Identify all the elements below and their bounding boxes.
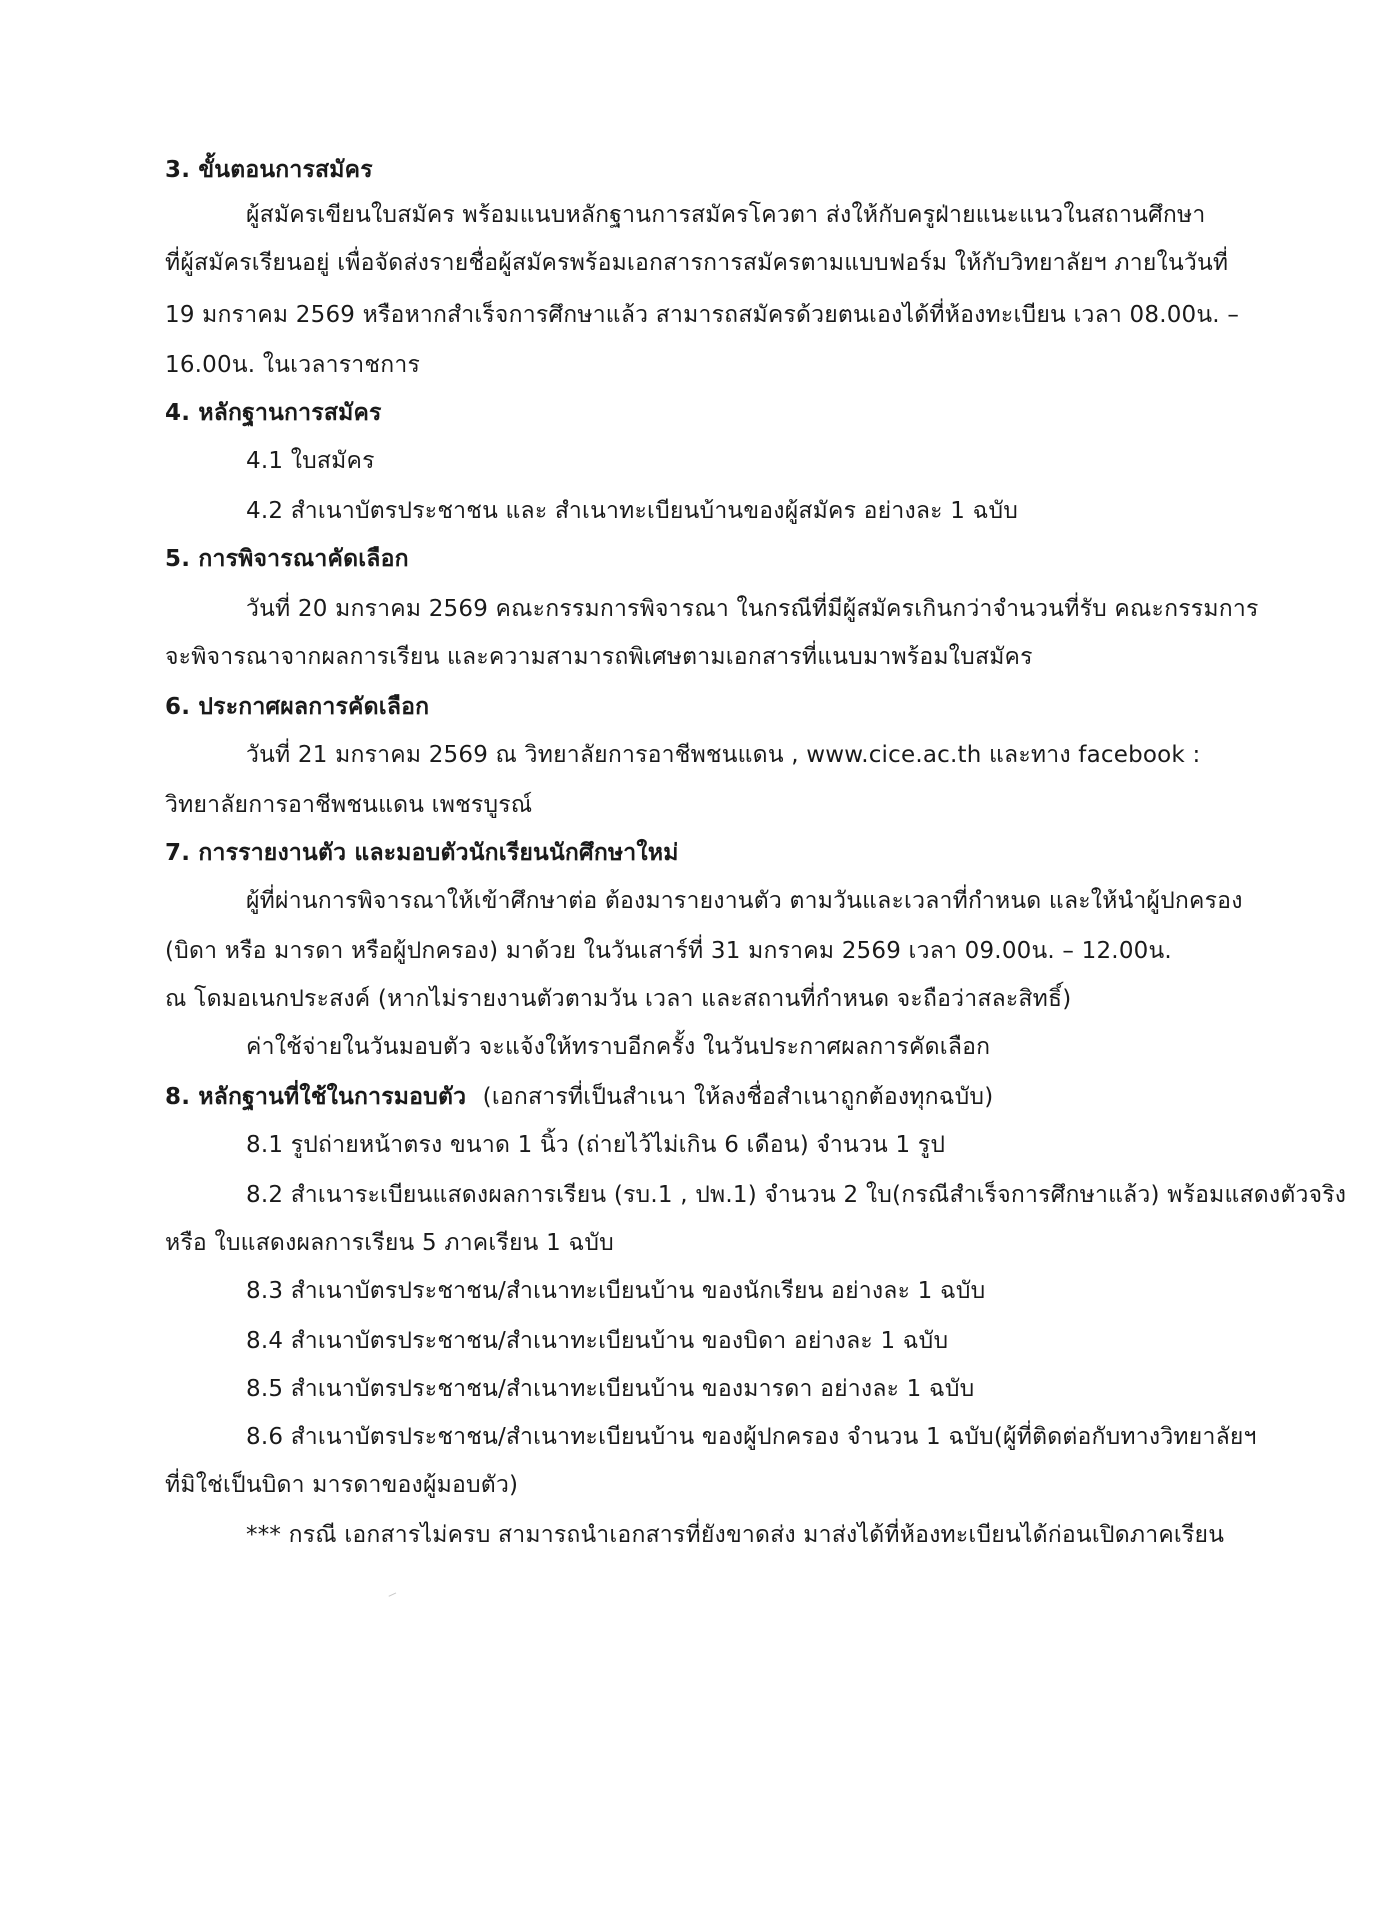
section-3-heading: 3. ขั้นตอนการสมัคร — [165, 157, 373, 183]
section-3-line-4: 16.00น. ในเวลาราชการ — [165, 352, 421, 378]
section-4-heading: 4. หลักฐานการสมัคร — [165, 400, 382, 426]
section-4-item-1: 4.1 ใบสมัคร — [246, 448, 375, 474]
section-3-line-1: ผู้สมัครเขียนใบสมัคร พร้อมแนบหลักฐานการสมัครโควตา ส่งให้กับครูฝ่ายแนะแนวในสถานศึกษา — [246, 202, 1206, 228]
section-3-line-3: 19 มกราคม 2569 หรือหากสำเร็จการศึกษาแล้ว สามารถสมัครด้วยตนเองได้ที่ห้องทะเบียน เวลา 08.00น. – — [165, 302, 1240, 328]
section-8-heading-note: (เอกสารที่เป็นสำเนา ให้ลงชื่อสำเนาถูกต้องทุกฉบับ) — [482, 1084, 994, 1110]
section-8-footnote: *** กรณี เอกสารไม่ครบ สามารถนำเอกสารที่ยังขาดส่ง มาส่งได้ที่ห้องทะเบียนได้ก่อนเปิดภาคเรียน — [246, 1522, 1225, 1548]
section-5-line-1: วันที่ 20 มกราคม 2569 คณะกรรมการพิจารณา ในกรณีที่มีผู้สมัครเกินกว่าจำนวนที่รับ คณะกรรมการ — [246, 596, 1259, 622]
section-8-item-4: 8.4 สำเนาบัตรประชาชน/สำเนาทะเบียนบ้าน ของบิดา อย่างละ 1 ฉบับ — [246, 1328, 949, 1354]
section-4-item-2: 4.2 สำเนาบัตรประชาชน และ สำเนาทะเบียนบ้านของผู้สมัคร อย่างละ 1 ฉบับ — [246, 498, 1019, 524]
section-7-line-1: ผู้ที่ผ่านการพิจารณาให้เข้าศึกษาต่อ ต้องมารายงานตัว ตามวันและเวลาที่กำหนด และให้นำผู้ปกครอง — [246, 888, 1243, 914]
section-8-heading-text: 8. หลักฐานที่ใช้ในการมอบตัว — [165, 1084, 467, 1110]
section-8-item-5: 8.5 สำเนาบัตรประชาชน/สำเนาทะเบียนบ้าน ของมารดา อย่างละ 1 ฉบับ — [246, 1376, 975, 1402]
section-8-item-6-cont: ที่มิใช่เป็นบิดา มารดาของผู้มอบตัว) — [165, 1472, 519, 1498]
section-7-line-3: ณ โดมอเนกประสงค์ (หากไม่รายงานตัวตามวัน เวลา และสถานที่กำหนด จะถือว่าสละสิทธิ์) — [165, 986, 1072, 1012]
section-8-item-3: 8.3 สำเนาบัตรประชาชน/สำเนาทะเบียนบ้าน ของนักเรียน อย่างละ 1 ฉบับ — [246, 1278, 986, 1304]
section-7-line-2: (บิดา หรือ มารดา หรือผู้ปกครอง) มาด้วย ในวันเสาร์ที่ 31 มกราคม 2569 เวลา 09.00น. – 12.00น. — [165, 938, 1172, 964]
section-6-line-2: วิทยาลัยการอาชีพชนแดน เพชรบูรณ์ — [165, 792, 533, 818]
section-5-heading: 5. การพิจารณาคัดเลือก — [165, 546, 409, 572]
section-8-item-2-cont: หรือ ใบแสดงผลการเรียน 5 ภาคเรียน 1 ฉบับ — [165, 1230, 614, 1256]
section-5-line-2: จะพิจารณาจากผลการเรียน และความสามารถพิเศษตามเอกสารที่แนบมาพร้อมใบสมัคร — [165, 644, 1033, 670]
section-8-heading — [165, 1080, 993, 1114]
section-6-line-1: วันที่ 21 มกราคม 2569 ณ วิทยาลัยการอาชีพชนแดน , www.cice.ac.th และทาง facebook : — [246, 742, 1201, 768]
section-8-item-2: 8.2 สำเนาระเบียนแสดงผลการเรียน (รบ.1 , ปพ.1) จำนวน 2 ใบ(กรณีสำเร็จการศึกษาแล้ว) พร้อมแสดงตัวจริง — [246, 1182, 1347, 1208]
section-7-line-4: ค่าใช้จ่ายในวันมอบตัว จะแจ้งให้ทราบอีกครั้ง ในวันประกาศผลการคัดเลือก — [246, 1034, 991, 1060]
section-8-item-1: 8.1 รูปถ่ายหน้าตรง ขนาด 1 นิ้ว (ถ่ายไว้ไม่เกิน 6 เดือน) จำนวน 1 รูป — [246, 1132, 946, 1158]
section-7-heading: 7. การรายงานตัว และมอบตัวนักเรียนนักศึกษาใหม่ — [165, 840, 679, 866]
section-8-item-6: 8.6 สำเนาบัตรประชาชน/สำเนาทะเบียนบ้าน ของผู้ปกครอง จำนวน 1 ฉบับ(ผู้ที่ติดต่อกับทางวิทยาลัยฯ — [246, 1424, 1257, 1450]
section-3-line-2: ที่ผู้สมัครเรียนอยู่ เพื่อจัดส่งรายชื่อผู้สมัครพร้อมเอกสารการสมัครตามแบบฟอร์ม ให้กับวิทยาลัยฯ ภายในวันที่ — [165, 250, 1229, 276]
scan-speck — [389, 1592, 398, 1599]
section-6-heading: 6. ประกาศผลการคัดเลือก — [165, 694, 430, 720]
